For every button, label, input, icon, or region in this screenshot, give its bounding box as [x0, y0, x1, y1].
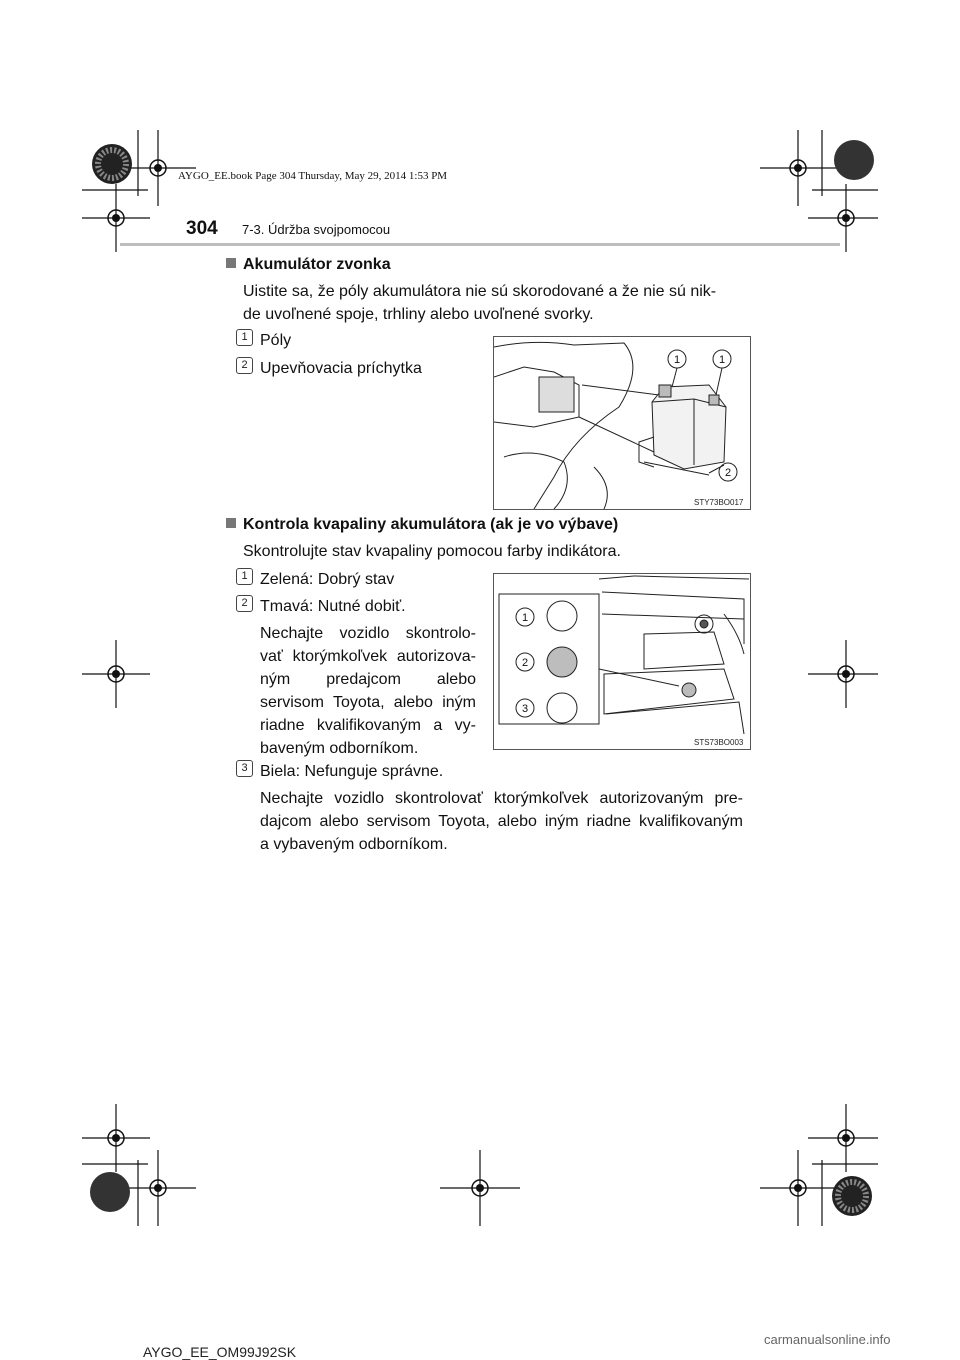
- item-dark: Tmavá: Nutné dobiť.: [260, 598, 406, 615]
- figure-code: STS73BO003: [694, 738, 744, 747]
- item-white: Biela: Nefunguje správne.: [260, 763, 444, 780]
- item-number: 3: [236, 760, 253, 777]
- bullet-square-icon: [226, 258, 236, 268]
- battery-fluid-intro: Skontrolujte stav kvapaliny pomocou farby indikátora.: [243, 543, 621, 560]
- item-dark-note: Nechajte vozidlo skontrolo- vať ktorýmkoľvek autorizova- ným predajcom alebo servisom Toyota, alebo iným riadne kvalifikovaným a vy- baveným odborníkom.: [260, 625, 476, 757]
- header-rule: [120, 243, 840, 246]
- item-number: 2: [236, 357, 253, 374]
- item-number: 1: [236, 329, 253, 346]
- item-clamp: Upevňovacia príchytka: [260, 360, 422, 377]
- bullet-square-icon: [226, 518, 236, 528]
- page-number: 304: [186, 218, 218, 239]
- callout-1b: 1: [718, 354, 726, 366]
- item-white-note: Nechajte vozidlo skontrolovať ktorýmkoľvek autorizovaným pre- dajcom alebo servisom Toyota, alebo iným riadne kvalifikovaným a vybaveným odborníkom.: [260, 790, 743, 853]
- section-title: 7-3. Údržba svojpomocou: [242, 222, 391, 237]
- battery-illustration: [494, 337, 750, 509]
- indicator-figure: [493, 573, 751, 750]
- callout-2: 2: [724, 467, 732, 479]
- callout-1: 1: [521, 612, 529, 624]
- item-poles: Póly: [260, 332, 292, 349]
- callout-3: 3: [521, 703, 529, 715]
- footer-code: AYGO_EE_OM99J92SK: [143, 1344, 297, 1360]
- indicator-illustration: [494, 574, 750, 749]
- battery-figure: [493, 336, 751, 510]
- battery-exterior-intro: Uistite sa, že póly akumulátora nie sú skorodované a že nie sú nik- de uvoľnené spoje, trhliny alebo uvoľnené svorky.: [243, 283, 717, 323]
- watermark: carmanualsonline.info: [764, 1332, 891, 1347]
- section-heading-battery-fluid: Kontrola kvapaliny akumulátora (ak je vo výbave): [226, 516, 618, 534]
- item-number: 2: [236, 595, 253, 612]
- item-number: 1: [236, 568, 253, 585]
- callout-1a: 1: [673, 354, 681, 366]
- item-green: Zelená: Dobrý stav: [260, 571, 395, 588]
- book-info: AYGO_EE.book Page 304 Thursday, May 29, 2014 1:53 PM: [178, 170, 448, 182]
- figure-code: STY73BO017: [694, 498, 744, 507]
- section-heading-battery-exterior: Akumulátor zvonka: [226, 256, 391, 274]
- callout-2: 2: [521, 657, 529, 669]
